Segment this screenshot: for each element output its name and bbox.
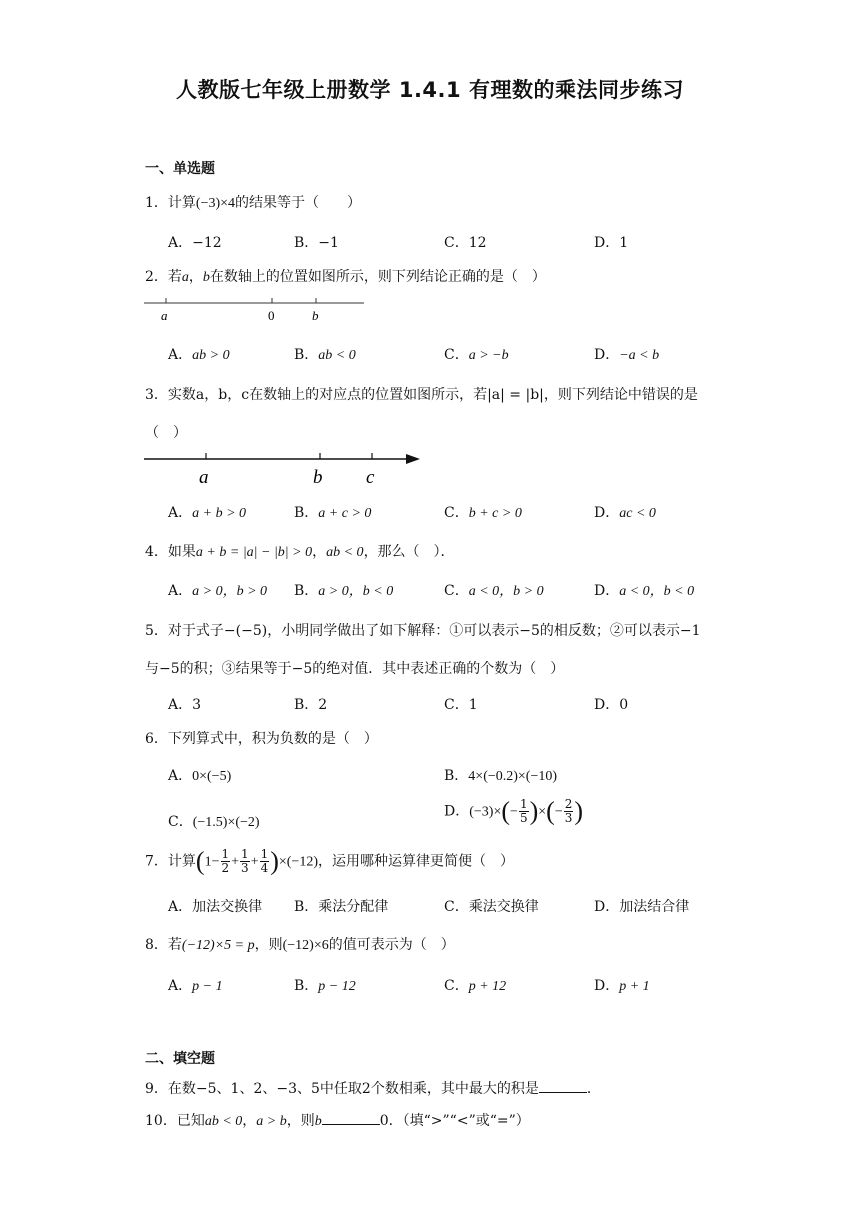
option-d: D．a < 0，b < 0: [594, 583, 695, 599]
option-d: D．1: [594, 235, 629, 251]
question-text: ，则: [286, 1113, 315, 1129]
question-text: ，: [242, 1113, 257, 1129]
option-a: A．a + b > 0: [168, 505, 247, 521]
fraction: $\frac{1}{2}$: [221, 847, 230, 875]
label-a: a: [199, 467, 209, 488]
option-b: B．2: [294, 697, 328, 713]
label-b: b: [313, 467, 323, 488]
question-text: 对于式子−(−5)，小明同学做出了如下解释：①可以表示−5的相反数；②可以表示−1: [167, 623, 701, 639]
option-d: D．(−3)×(− $\frac{1}{5}$ )×(− $\frac{2}{3}$ ): [444, 796, 584, 826]
option-d: D．加法结合律: [594, 899, 690, 915]
option-b: B．−1: [294, 235, 339, 251]
number-line-figure-q2: [144, 292, 366, 326]
question-text: 已知: [176, 1113, 205, 1129]
question-1: [145, 192, 361, 212]
option-a: A．加法交换律: [168, 899, 263, 915]
math-expression: a + b = |a| − |b| > 0: [195, 545, 313, 560]
question-text: 在数轴上的位置如图所示，则下列结论正确的是（ ）: [209, 269, 546, 285]
question-number: 2．: [145, 269, 168, 285]
question-number: 10．: [145, 1113, 177, 1129]
question-number: 5．: [145, 623, 168, 639]
option-a: A．p − 1: [168, 978, 223, 994]
option-c: C．a > −b: [444, 347, 509, 363]
question-2: [145, 266, 546, 286]
label-b: b: [312, 308, 319, 323]
math-expression: (−12)×5 = p: [181, 938, 255, 953]
math-expression: (−3)×4: [195, 196, 236, 211]
question-text: ．: [586, 1081, 601, 1097]
option-c: C．12: [444, 235, 487, 251]
fraction: $\frac{2}{3}$: [564, 797, 573, 825]
option-c: C．1: [444, 697, 478, 713]
option-d: D．−a < b: [594, 347, 660, 363]
question-4: [145, 541, 455, 561]
option-c: C．p + 12: [444, 978, 507, 994]
option-c: C．b + c > 0: [444, 505, 522, 521]
math-expression: (−12)×6: [282, 938, 329, 953]
option-b: B．a + c > 0: [294, 505, 372, 521]
question-text: 0．（填“>”“<”或“=”）: [379, 1113, 530, 1129]
question-10: [145, 1110, 530, 1130]
option-b: B．p − 12: [294, 978, 356, 994]
question-text: 计算: [167, 853, 196, 870]
fraction: $\frac{1}{5}$: [519, 797, 528, 825]
question-text: 在数−5、1、2、−3、5中任取2个数相乘，其中最大的积是: [167, 1081, 539, 1097]
question-text: ，那么（ ）．: [363, 544, 455, 560]
math-variable: a: [181, 270, 189, 285]
answer-blank[interactable]: [322, 1112, 380, 1125]
question-number: 9．: [145, 1081, 168, 1097]
option-c: C．乘法交换律: [444, 899, 539, 915]
question-text: 若: [167, 937, 182, 953]
option-d: D．ac < 0: [594, 505, 656, 521]
question-5-continued: 与−5的积；③结果等于−5的绝对值．其中表述正确的个数为（ ）: [145, 661, 565, 677]
question-number: 6．: [145, 731, 168, 747]
arrow-head: [406, 454, 420, 464]
question-text: 实数a，b，c在数轴上的对应点的位置如图所示，若|a| = |b|，则下列结论中错误的是: [167, 387, 698, 403]
question-text: 如果: [167, 544, 196, 560]
option-a: A．−12: [168, 235, 222, 251]
question-5: [145, 620, 701, 640]
option-c: C．(−1.5)×(−2): [168, 814, 260, 830]
question-3-continued: （ ）: [145, 425, 187, 441]
option-c: C．a < 0，b > 0: [444, 583, 544, 599]
page-title: 人教版七年级上册数学 1.4.1 有理数的乘法同步练习: [176, 78, 684, 102]
question-text: 若: [167, 269, 182, 285]
question-8: [145, 934, 455, 954]
question-7: 7．计算(1− $\frac{1}{2}$ + $\frac{1}{3}$ + $\frac{1}{4}$ )×(−12)，运用哪种运算律更简便（ ）: [145, 846, 515, 876]
question-3: [145, 384, 698, 404]
answer-blank[interactable]: [539, 1080, 587, 1093]
section-heading-single-choice: 一、单选题: [145, 161, 215, 177]
question-number: 1．: [145, 195, 168, 211]
math-variable: b: [314, 1114, 322, 1129]
question-text: 的结果等于（ ）: [235, 195, 362, 211]
label-zero: 0: [268, 308, 275, 323]
question-text: 的值可表示为（ ）: [328, 937, 455, 953]
option-a: A．0×(−5): [168, 768, 232, 784]
option-a: A．3: [168, 697, 202, 713]
option-b: B．ab < 0: [294, 347, 356, 363]
question-number: 3．: [145, 387, 168, 403]
section-heading-fill-blank: 二、填空题: [145, 1051, 215, 1067]
label-c: c: [366, 467, 375, 488]
math-expression: ab < 0: [204, 1114, 243, 1129]
question-text: ，运用哪种运算律更简便（ ）: [318, 853, 515, 870]
option-b: B．a > 0，b < 0: [294, 583, 394, 599]
option-a: A．a > 0，b > 0: [168, 583, 268, 599]
question-6: [145, 728, 378, 748]
math-variable: b: [202, 270, 210, 285]
question-text: 下列算式中，积为负数的是（ ）: [167, 731, 378, 747]
option-b: B．乘法分配律: [294, 899, 389, 915]
math-expression: a > b: [256, 1114, 287, 1129]
question-text: ，则: [254, 937, 283, 953]
option-b: B．4×(−0.2)×(−10): [444, 768, 558, 784]
question-text: 计算: [167, 195, 196, 211]
question-number: 8．: [145, 937, 168, 953]
fraction: $\frac{1}{4}$: [260, 847, 269, 875]
option-d: D．p + 1: [594, 978, 650, 994]
question-9: [145, 1078, 601, 1098]
number-line-figure-q3: [144, 450, 424, 490]
question-text: ，: [188, 269, 203, 285]
math-expression: ab < 0: [326, 545, 364, 560]
label-a: a: [161, 308, 168, 323]
question-number: 7．: [145, 853, 168, 870]
fraction: $\frac{1}{3}$: [241, 847, 249, 875]
option-a: A．ab > 0: [168, 347, 230, 363]
question-number: 4．: [145, 544, 168, 560]
option-d: D．0: [594, 697, 629, 713]
question-text: ，: [312, 544, 327, 560]
